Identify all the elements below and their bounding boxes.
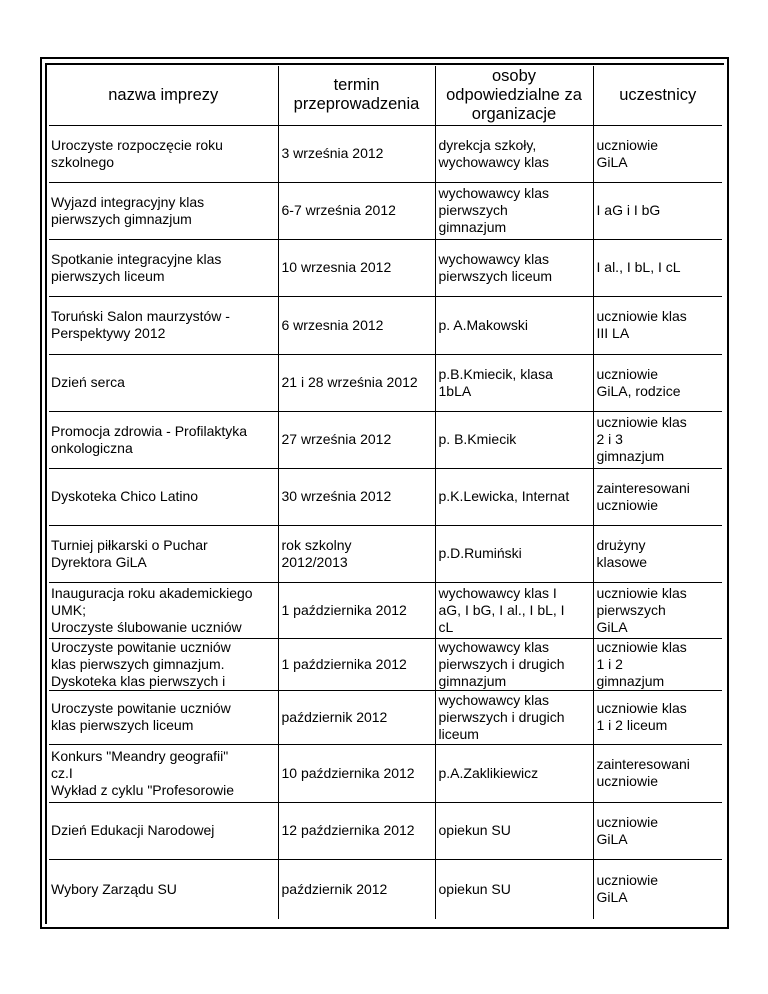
cell-date: październik 2012 (278, 859, 435, 919)
cell-participants: uczniowie klas III LA (593, 296, 722, 354)
cell-participants: zainteresowani uczniowie (593, 468, 722, 525)
cell-organizers: wychowawcy klas I aG, I bG, I al., I bL, I cL (435, 582, 593, 638)
cell-date: 12 października 2012 (278, 802, 435, 859)
table-row (49, 744, 722, 802)
cell-event-name: Uroczyste powitanie uczniów klas pierwszych gimnazjum. Dyskoteka klas pierwszych i (49, 638, 278, 690)
cell-participants: uczniowie klas 1 i 2 gimnazjum (593, 638, 722, 690)
header-organizers: osoby odpowiedzialne za organizacje (435, 66, 593, 125)
cell-organizers: p.B.Kmiecik, klasa 1bLA (435, 354, 593, 411)
cell-date: 27 września 2012 (278, 411, 435, 468)
table-row (49, 354, 722, 411)
cell-event-name: Dzień serca (49, 354, 278, 411)
cell-date: rok szkolny 2012/2013 (278, 525, 435, 582)
table-row (49, 582, 722, 638)
cell-date: 10 października 2012 (278, 744, 435, 802)
table-row (49, 239, 722, 296)
cell-participants: uczniowie GiLA (593, 859, 722, 919)
cell-organizers: p. B.Kmiecik (435, 411, 593, 468)
cell-date: 6 wrzesnia 2012 (278, 296, 435, 354)
table-row (49, 411, 722, 468)
cell-organizers: p. A.Makowski (435, 296, 593, 354)
cell-date: 21 i 28 września 2012 (278, 354, 435, 411)
table-row (49, 802, 722, 859)
cell-participants: uczniowie GiLA (593, 802, 722, 859)
cell-organizers: p.A.Zaklikiewicz (435, 744, 593, 802)
cell-organizers: p.D.Rumiński (435, 525, 593, 582)
cell-date: październik 2012 (278, 690, 435, 744)
header-date: termin przeprowadzenia (278, 66, 435, 125)
cell-organizers: wychowawcy klas pierwszych liceum (435, 239, 593, 296)
cell-organizers: dyrekcja szkoły, wychowawcy klas (435, 125, 593, 182)
cell-date: 10 wrzesnia 2012 (278, 239, 435, 296)
header-row (49, 66, 722, 125)
spreadsheet-page (40, 57, 729, 929)
cell-participants: drużyny klasowe (593, 525, 722, 582)
cell-participants: uczniowie klas 1 i 2 liceum (593, 690, 722, 744)
table-row (49, 690, 722, 744)
cell-event-name: Konkurs "Meandry geografii" cz.I Wykład z cyklu "Profesorowie (49, 744, 278, 802)
cell-participants: zainteresowani uczniowie (593, 744, 722, 802)
header-event-name: nazwa imprezy (49, 66, 278, 125)
table-row (49, 468, 722, 525)
table-row (49, 859, 722, 919)
cell-event-name: Turniej piłkarski o Puchar Dyrektora GiLA (49, 525, 278, 582)
cell-organizers: opiekun SU (435, 802, 593, 859)
cell-participants: uczniowie GiLA (593, 125, 722, 182)
cell-date: 3 września 2012 (278, 125, 435, 182)
cell-organizers: p.K.Lewicka, Internat (435, 468, 593, 525)
table-row (49, 638, 722, 690)
cell-participants: uczniowie klas pierwszych GiLA (593, 582, 722, 638)
cell-event-name: Promocja zdrowia - Profilaktyka onkologiczna (49, 411, 278, 468)
header-participants: uczestnicy (593, 66, 722, 125)
cell-participants: uczniowie GiLA, rodzice (593, 354, 722, 411)
cell-organizers: opiekun SU (435, 859, 593, 919)
cell-date: 6-7 września 2012 (278, 182, 435, 239)
table-row (49, 296, 722, 354)
cell-event-name: Wybory Zarządu SU (49, 859, 278, 919)
cell-event-name: Dzień Edukacji Narodowej (49, 802, 278, 859)
cell-event-name: Uroczyste rozpoczęcie roku szkolnego (49, 125, 278, 182)
events-table (49, 66, 722, 919)
cell-date: 30 września 2012 (278, 468, 435, 525)
cell-event-name: Uroczyste powitanie uczniów klas pierwszych liceum (49, 690, 278, 744)
cell-participants: uczniowie klas 2 i 3 gimnazjum (593, 411, 722, 468)
cell-organizers: wychowawcy klas pierwszych i drugich gimnazjum (435, 638, 593, 690)
cell-event-name: Dyskoteka Chico Latino (49, 468, 278, 525)
table-row (49, 125, 722, 182)
cell-date: 1 października 2012 (278, 638, 435, 690)
table-row (49, 525, 722, 582)
cell-date: 1 października 2012 (278, 582, 435, 638)
table-row (49, 182, 722, 239)
cell-event-name: Spotkanie integracyjne klas pierwszych liceum (49, 239, 278, 296)
cell-participants: I aG i I bG (593, 182, 722, 239)
cell-event-name: Inauguracja roku akademickiego UMK; Uroczyste ślubowanie uczniów (49, 582, 278, 638)
cell-participants: I al., I bL, I cL (593, 239, 722, 296)
cell-organizers: wychowawcy klas pierwszych i drugich liceum (435, 690, 593, 744)
cell-event-name: Wyjazd integracyjny klas pierwszych gimnazjum (49, 182, 278, 239)
cell-organizers: wychowawcy klas pierwszych gimnazjum (435, 182, 593, 239)
cell-event-name: Toruński Salon maurzystów - Perspektywy 2012 (49, 296, 278, 354)
